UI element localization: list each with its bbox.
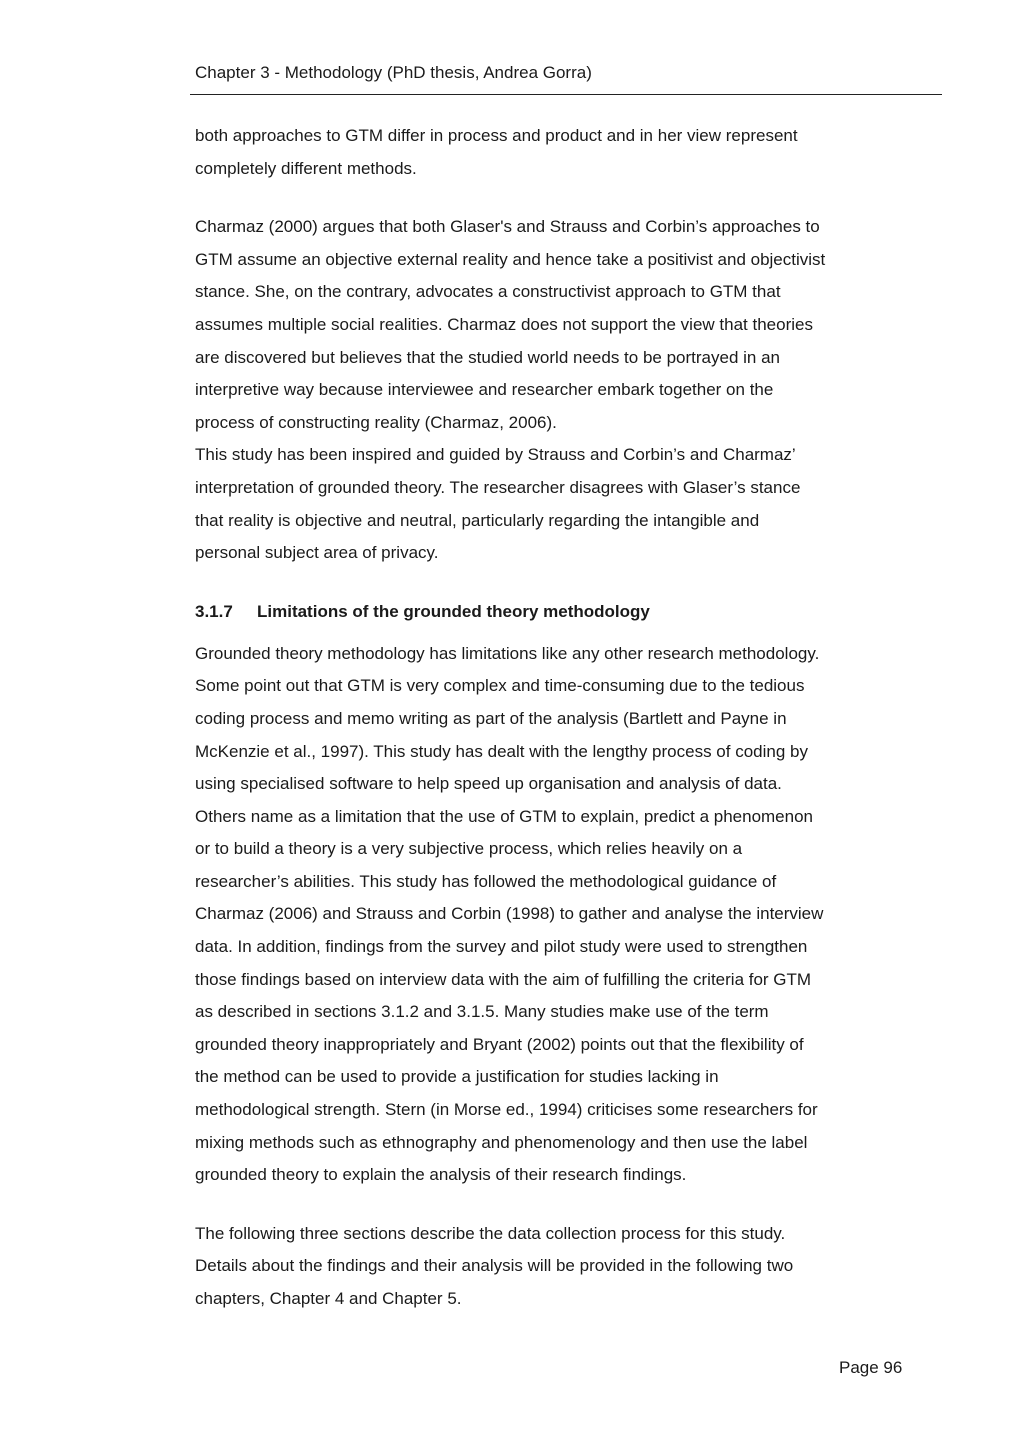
- text-line: grounded theory to explain the analysis of their research findings.: [195, 1165, 687, 1185]
- paragraph-3: [195, 638, 910, 1192]
- text-line: Grounded theory methodology has limitations like any other research methodology.: [195, 643, 820, 663]
- text-line: Charmaz (2006) and Strauss and Corbin (1998) to gather and analyse the interview: [195, 904, 824, 924]
- text-line: using specialised software to help speed up organisation and analysis of data.: [195, 774, 782, 794]
- text-line: GTM assume an objective external reality and hence take a positivist and objectivist: [195, 249, 826, 269]
- paragraph-4: [195, 1218, 910, 1316]
- text-line: both approaches to GTM differ in process and product and in her view represent: [195, 126, 798, 145]
- page-number: Page 96: [839, 1358, 903, 1377]
- text-line: The following three sections describe the data collection process for this study.: [195, 1223, 786, 1243]
- text-line: Some point out that GTM is very complex and time-consuming due to the tedious: [195, 676, 805, 696]
- text-line: completely different methods.: [195, 158, 417, 178]
- text-line: This study has been inspired and guided by Strauss and Corbin’s and Charmaz’: [195, 445, 796, 465]
- section-heading: [195, 596, 910, 628]
- text-line: methodological strength. Stern (in Morse ed., 1994) criticises some researchers for: [195, 1100, 818, 1120]
- text-line: coding process and memo writing as part of the analysis (Bartlett and Payne in: [195, 708, 787, 728]
- text-line: McKenzie et al., 1997). This study has dealt with the lengthy process of coding by: [195, 741, 808, 761]
- paragraph-1: [195, 120, 910, 185]
- text-line: data. In addition, findings from the survey and pilot study were used to strengthen: [195, 937, 808, 957]
- paragraph-2: [195, 211, 910, 570]
- text-line: or to build a theory is a very subjective process, which relies heavily on a: [195, 839, 743, 859]
- header-rule: [190, 94, 942, 95]
- section-title: Limitations of the grounded theory methodology: [257, 601, 650, 621]
- text-line: those findings based on interview data with the aim of fulfilling the criteria for GTM: [195, 969, 812, 989]
- text-line: as described in sections 3.1.2 and 3.1.5. Many studies make use of the term: [195, 1002, 769, 1022]
- text-line: interpretation of grounded theory. The researcher disagrees with Glaser’s stance: [195, 477, 801, 497]
- text-line: process of constructing reality (Charmaz, 2006).: [195, 412, 557, 432]
- text-line: are discovered but believes that the studied world needs to be portrayed in an: [195, 347, 780, 367]
- running-header: Chapter 3 - Methodology (PhD thesis, Andrea Gorra): [195, 63, 592, 82]
- text-line: that reality is objective and neutral, particularly regarding the intangible and: [195, 510, 760, 530]
- page-body: [195, 120, 910, 1316]
- text-line: grounded theory inappropriately and Bryant (2002) points out that the flexibility of: [195, 1034, 804, 1054]
- text-line: chapters, Chapter 4 and Chapter 5.: [195, 1289, 462, 1308]
- text-line: researcher’s abilities. This study has followed the methodological guidance of: [195, 871, 777, 891]
- text-line: assumes multiple social realities. Charmaz does not support the view that theories: [195, 314, 813, 334]
- text-line: Charmaz (2000) argues that both Glaser's and Strauss and Corbin’s approaches to: [195, 217, 820, 237]
- text-line: Others name as a limitation that the use of GTM to explain, predict a phenomenon: [195, 806, 814, 826]
- text-line: interpretive way because interviewee and researcher embark together on the: [195, 380, 774, 400]
- text-line: Details about the findings and their analysis will be provided in the following two: [195, 1256, 794, 1276]
- text-line: personal subject area of privacy.: [195, 543, 439, 563]
- text-line: stance. She, on the contrary, advocates a constructivist approach to GTM that: [195, 282, 781, 302]
- text-line: the method can be used to provide a justification for studies lacking in: [195, 1067, 719, 1087]
- section-number: 3.1.7: [195, 601, 233, 621]
- text-line: mixing methods such as ethnography and phenomenology and then use the label: [195, 1132, 808, 1152]
